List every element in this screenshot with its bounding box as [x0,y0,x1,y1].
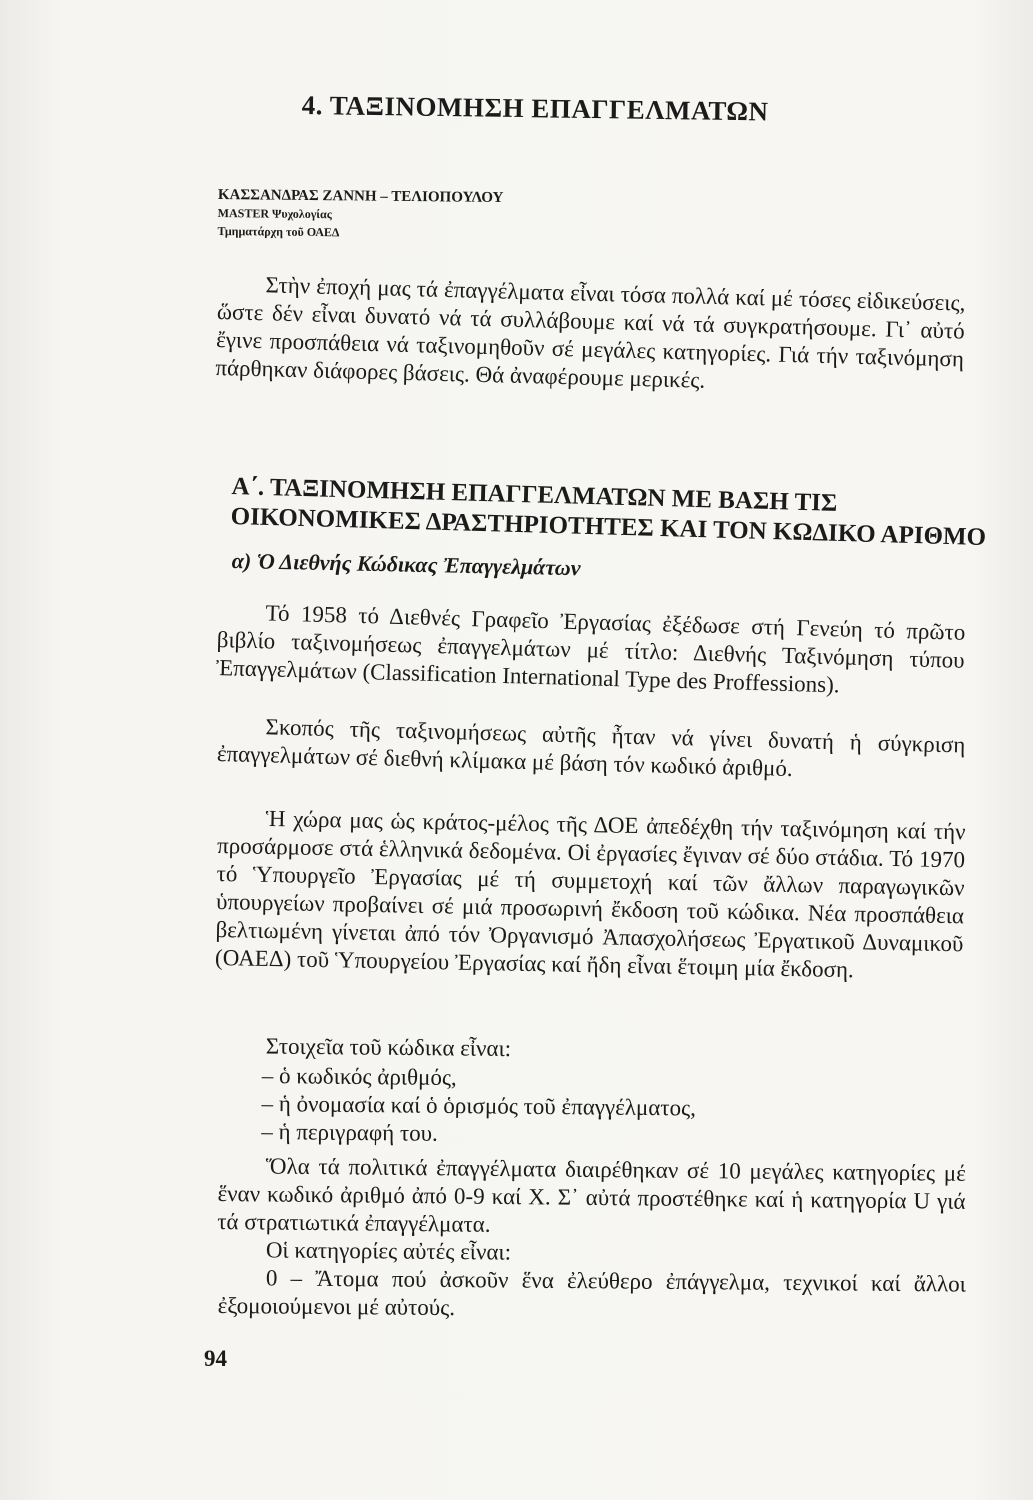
section-title: Α΄. ΤΑΞΙΝΟΜΗΣΗ ΕΠΑΓΓΕΛΜΑΤΩΝ ΜΕ ΒΑΣΗ ΤΙΣ ΟΙΚΟΝΟΜΙΚΕΣ ΔΡΑΣΤΗΡΙΟΤΗΤΕΣ ΚΑΙ ΤΟΝ ΚΩΔΙΚΟ ΑΡΙΘΜΟ [230,472,987,552]
paragraph-1: Τό 1958 τό Διεθνές Γραφεῖο Ἐργασίας ἐξέδωσε στή Γενεύη τό πρῶτο βιβλίο ταξινομήσεως ἐπαγγελμάτων μέ τίτλο: Διεθνής Ταξινόμηση τύπου Ἐπαγγελμάτων (Classification International Type des Proffessions). [215,600,966,698]
list-item: – ἡ ὀνομασία καί ὁ ὁρισμός τοῦ ἐπαγγέλματος, [261,1090,697,1121]
paragraph-3: Ἡ χώρα μας ὡς κράτος-μέλος τῆς ΔΟΕ ἀπεδέχθη τήν ταξινόμηση καί τήν προσάρμοσε στά ἑλληνικά δεδομένα. Οἱ ἐργασίες ἔγιναν σέ δύο στάδια. Τό 1970 τό Ὑπουργεῖο Ἐργασίας μέ τή συμμετοχή καί τῶν ἄλλων παραγωγικῶν ὑπουργείων προβαίνει σέ μιά προσωρινή ἔκδοση τοῦ κώδικα. Νέα προσπάθεια βελτιωμένη γίνεται ἀπό τόν Ὀργανισμό Ἀπασχολήσεως Ἐργατικοῦ Δυναμικοῦ (ΟΑΕΔ) τοῦ Ὑπουργείου Ἐργασίας καί ἤδη εἶναι ἕτοιμη μία ἔκδοση. [214,805,966,983]
chapter-title: 4. ΤΑΞΙΝΟΜΗΣΗ ΕΠΑΓΓΕΛΜΑΤΩΝ [301,90,769,127]
paragraph-7: 0 – Ἄτομα πού ἀσκοῦν ἕνα ἐλεύθερο ἐπάγγελμα, τεχνικοί καί ἄλλοι ἐξομοιούμενοι μέ αὐτούς. [217,1265,966,1321]
author-name: ΚΑΣΣΑΝΔΡΑΣ ΖΑΝΝΗ – ΤΕΛΙΟΠΟΥΛΟΥ [217,186,504,206]
subsection-title: α) Ὁ Διεθνής Κώδικας Ἐπαγγελμάτων [231,548,581,581]
page-number: 94 [204,1346,227,1371]
list-item: – ἡ περιγραφή του. [261,1118,438,1146]
paragraph-4: Στοιχεῖα τοῦ κώδικα εἶναι: [265,1033,512,1062]
author-position: Τμηματάρχη τοῦ ΟΑΕΔ [217,223,340,240]
list-item: – ὁ κωδικός ἀριθμός, [261,1063,457,1091]
paragraph-6: Οἱ κατηγορίες αὐτές εἶναι: [265,1237,512,1265]
author-degree: MASTER Ψυχολογίας [217,205,332,222]
paragraph-5: Ὅλα τά πολιτικά ἐπαγγέλματα διαιρέθηκαν σέ 10 μεγάλες κατηγορίες μέ ἕναν κωδικό ἀριθμό ἀπό 0-9 καί Χ. Σ᾽ αὐτά προστέθηκε καί ἡ κατηγορία U γιά τά στρατιωτικά ἐπαγγέλματα. [217,1153,966,1237]
author-block [217,186,503,243]
intro-paragraph: Στὴν ἐποχή μας τά ἐπαγγέλματα εἶναι τόσα πολλά καί μέ τόσες εἰδικεύσεις, ὥστε δέν εἶναι δυνατό νά τά συλλάβουμε καί νά τά συγκρατήσουμε. Γι᾽ αὐτό ἔγινε προσπάθεια νά ταξινομηθοῦν σέ μεγάλες κατηγορίες. Γιά τήν ταξινόμηση πάρθηκαν διάφορες βάσεις. Θά ἀναφέρουμε μερικές. [215,272,966,393]
elements-list [261,1062,696,1151]
paragraph-2: Σκοπός τῆς ταξινομήσεως αὐτῆς ἦταν νά γίνει δυνατή ἡ σύγκριση ἐπαγγελμάτων σέ διεθνή κλίμακα μέ βάση τόν κωδικό ἀριθμό. [216,714,966,782]
